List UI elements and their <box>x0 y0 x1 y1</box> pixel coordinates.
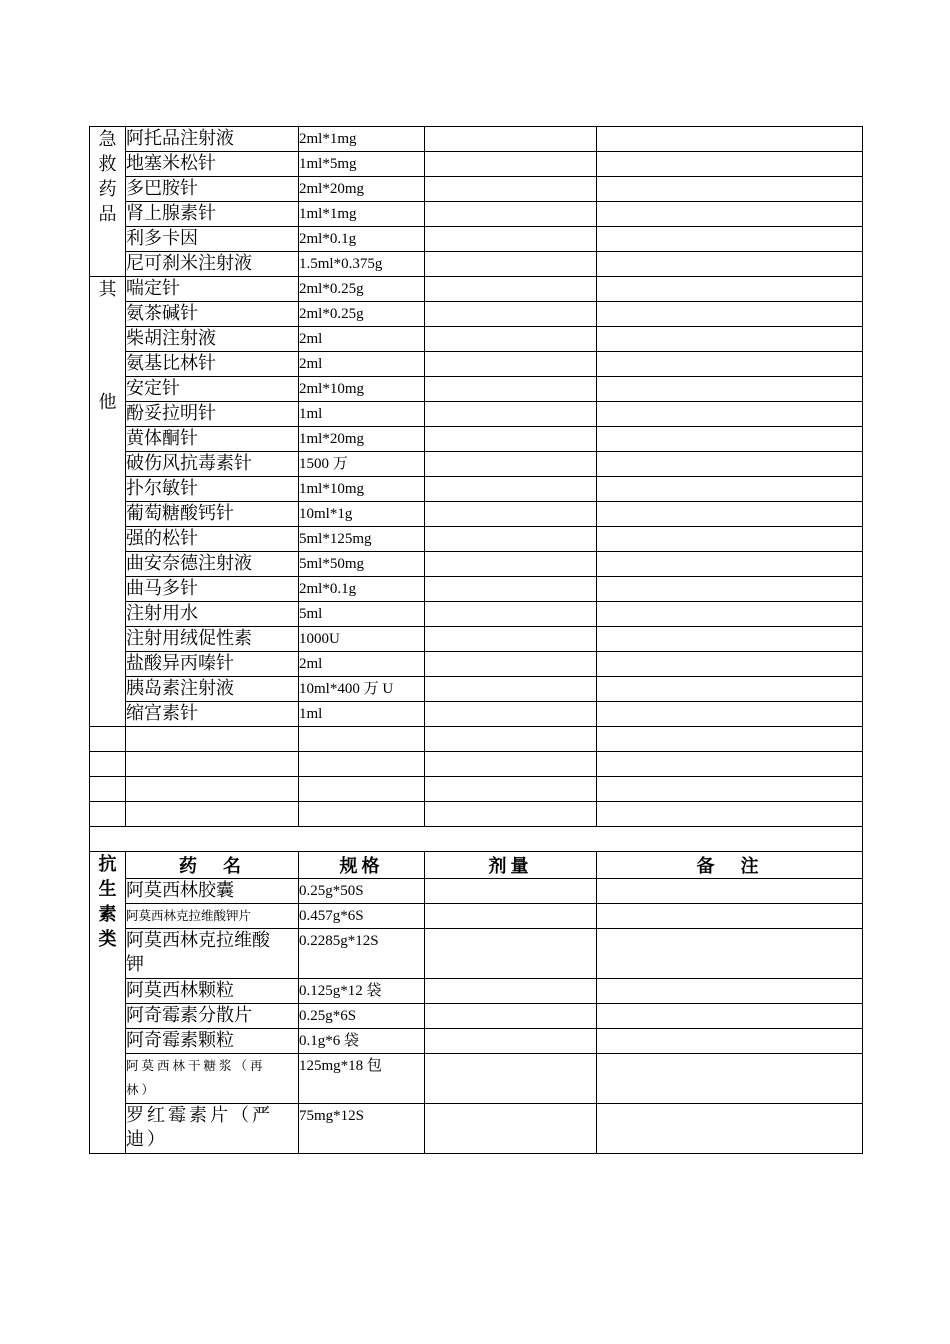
drug-spec: 10ml*1g <box>299 502 425 527</box>
note-cell <box>597 502 863 527</box>
drug-spec: 1ml <box>299 402 425 427</box>
note-cell <box>597 879 863 904</box>
separator-row <box>90 827 863 852</box>
dose-cell <box>425 1029 597 1054</box>
empty-row <box>90 777 863 802</box>
dose-cell <box>425 402 597 427</box>
drug-name: 氨茶碱针 <box>126 302 299 327</box>
drug-name: 阿托品注射液 <box>126 127 299 152</box>
dose-cell <box>425 702 597 727</box>
drug-name: 黄体酮针 <box>126 427 299 452</box>
dose-cell <box>425 552 597 577</box>
drug-spec: 1ml*1mg <box>299 202 425 227</box>
drug-name: 安定针 <box>126 377 299 402</box>
drug-spec: 0.25g*50S <box>299 879 425 904</box>
dose-cell <box>425 302 597 327</box>
table-row <box>90 1104 863 1154</box>
dose-cell <box>425 1104 597 1154</box>
table-row <box>90 879 863 904</box>
header-spec: 规格 <box>299 852 425 879</box>
header-name: 药 名 <box>126 852 299 879</box>
table-row <box>90 252 863 277</box>
header-note: 备 注 <box>597 852 863 879</box>
table-row <box>90 427 863 452</box>
note-cell <box>597 1029 863 1054</box>
note-cell <box>597 1004 863 1029</box>
drug-name: 注射用绒促性素 <box>126 627 299 652</box>
dose-cell <box>425 202 597 227</box>
drug-spec: 0.457g*6S <box>299 904 425 929</box>
drug-spec: 10ml*400 万 U <box>299 677 425 702</box>
drug-spec: 2ml*0.25g <box>299 277 425 302</box>
dose-cell <box>425 477 597 502</box>
drug-spec: 2ml <box>299 352 425 377</box>
note-cell <box>597 302 863 327</box>
drug-spec: 75mg*12S <box>299 1104 425 1154</box>
dose-cell <box>425 327 597 352</box>
drug-name: 柴胡注射液 <box>126 327 299 352</box>
dose-cell <box>425 452 597 477</box>
table-row <box>90 502 863 527</box>
drug-name: 喘定针 <box>126 277 299 302</box>
drug-name: 地塞米松针 <box>126 152 299 177</box>
empty-row <box>90 727 863 752</box>
table-row <box>90 352 863 377</box>
drug-name: 曲安奈德注射液 <box>126 552 299 577</box>
drug-spec: 5ml*50mg <box>299 552 425 577</box>
drug-spec: 0.25g*6S <box>299 1004 425 1029</box>
header-row <box>90 852 863 879</box>
dose-cell <box>425 879 597 904</box>
drug-spec: 0.125g*12 袋 <box>299 979 425 1004</box>
note-cell <box>597 929 863 979</box>
table-row <box>90 1029 863 1054</box>
table-row <box>90 702 863 727</box>
table-row <box>90 677 863 702</box>
drug-spec: 1ml*5mg <box>299 152 425 177</box>
empty-row <box>90 752 863 777</box>
drug-name: 肾上腺素针 <box>126 202 299 227</box>
table-row <box>90 602 863 627</box>
table-row <box>90 227 863 252</box>
dose-cell <box>425 252 597 277</box>
table-row <box>90 652 863 677</box>
dose-cell <box>425 904 597 929</box>
drug-spec: 5ml*125mg <box>299 527 425 552</box>
table-row <box>90 979 863 1004</box>
note-cell <box>597 252 863 277</box>
note-cell <box>597 702 863 727</box>
drug-spec: 1ml*10mg <box>299 477 425 502</box>
drug-name: 阿莫西林干糖浆（再 林） <box>126 1054 299 1104</box>
drug-name: 阿莫西林颗粒 <box>126 979 299 1004</box>
drug-name: 阿莫西林克拉维酸钾片 <box>126 904 299 929</box>
drug-name: 阿莫西林胶囊 <box>126 879 299 904</box>
note-cell <box>597 327 863 352</box>
note-cell <box>597 402 863 427</box>
dose-cell <box>425 979 597 1004</box>
note-cell <box>597 627 863 652</box>
drug-name: 罗红霉素片（严 迪） <box>126 1104 299 1154</box>
dose-cell <box>425 577 597 602</box>
drug-name: 阿莫西林克拉维酸 钾 <box>126 929 299 979</box>
drug-name: 阿奇霉素分散片 <box>126 1004 299 1029</box>
empty-row <box>90 802 863 827</box>
note-cell <box>597 477 863 502</box>
note-cell <box>597 377 863 402</box>
note-cell <box>597 1104 863 1154</box>
drug-spec: 2ml*0.1g <box>299 227 425 252</box>
drug-spec: 2ml*20mg <box>299 177 425 202</box>
note-cell <box>597 452 863 477</box>
drug-name: 尼可刹米注射液 <box>126 252 299 277</box>
drug-spec: 0.1g*6 袋 <box>299 1029 425 1054</box>
drug-name: 扑尔敏针 <box>126 477 299 502</box>
note-cell <box>597 427 863 452</box>
dose-cell <box>425 929 597 979</box>
table-row <box>90 477 863 502</box>
dose-cell <box>425 627 597 652</box>
table-row <box>90 127 863 152</box>
table-row <box>90 177 863 202</box>
note-cell <box>597 652 863 677</box>
drug-spec: 2ml*0.25g <box>299 302 425 327</box>
table-row <box>90 1004 863 1029</box>
header-dose: 剂量 <box>425 852 597 879</box>
drug-spec: 1ml <box>299 702 425 727</box>
drug-spec: 125mg*18 包 <box>299 1054 425 1104</box>
dose-cell <box>425 1004 597 1029</box>
drug-spec: 2ml*0.1g <box>299 577 425 602</box>
table-row <box>90 527 863 552</box>
drug-name: 注射用水 <box>126 602 299 627</box>
table-row <box>90 277 863 302</box>
table-row <box>90 202 863 227</box>
note-cell <box>597 552 863 577</box>
table-row <box>90 402 863 427</box>
drug-name: 氨基比林针 <box>126 352 299 377</box>
note-cell <box>597 1054 863 1104</box>
drug-name: 强的松针 <box>126 527 299 552</box>
table-row <box>90 627 863 652</box>
note-cell <box>597 202 863 227</box>
dose-cell <box>425 1054 597 1104</box>
category-other: 其 他 <box>90 277 126 727</box>
note-cell <box>597 677 863 702</box>
drug-spec: 2ml*1mg <box>299 127 425 152</box>
note-cell <box>597 277 863 302</box>
dose-cell <box>425 427 597 452</box>
dose-cell <box>425 352 597 377</box>
drug-spec: 2ml*10mg <box>299 377 425 402</box>
drug-spec: 2ml <box>299 327 425 352</box>
category-emergency: 急 救 药 品 <box>90 127 126 277</box>
drug-name: 盐酸异丙嗪针 <box>126 652 299 677</box>
note-cell <box>597 152 863 177</box>
dose-cell <box>425 677 597 702</box>
table-row <box>90 552 863 577</box>
drug-name: 缩宫素针 <box>126 702 299 727</box>
drug-name: 阿奇霉素颗粒 <box>126 1029 299 1054</box>
dose-cell <box>425 377 597 402</box>
dose-cell <box>425 227 597 252</box>
drug-name: 葡萄糖酸钙针 <box>126 502 299 527</box>
drug-name: 破伤风抗毒素针 <box>126 452 299 477</box>
table-row <box>90 327 863 352</box>
drug-spec: 1ml*20mg <box>299 427 425 452</box>
note-cell <box>597 527 863 552</box>
drug-spec: 1000U <box>299 627 425 652</box>
dose-cell <box>425 527 597 552</box>
table-row <box>90 929 863 979</box>
note-cell <box>597 577 863 602</box>
drug-name: 多巴胺针 <box>126 177 299 202</box>
table-row <box>90 377 863 402</box>
table-row <box>90 577 863 602</box>
drug-spec: 1.5ml*0.375g <box>299 252 425 277</box>
dose-cell <box>425 152 597 177</box>
note-cell <box>597 177 863 202</box>
table-row <box>90 302 863 327</box>
dose-cell <box>425 652 597 677</box>
table-row <box>90 904 863 929</box>
table-row <box>90 152 863 177</box>
note-cell <box>597 904 863 929</box>
dose-cell <box>425 502 597 527</box>
dose-cell <box>425 177 597 202</box>
note-cell <box>597 127 863 152</box>
drug-name: 曲马多针 <box>126 577 299 602</box>
table-row <box>90 452 863 477</box>
dose-cell <box>425 127 597 152</box>
table-row <box>90 1054 863 1104</box>
note-cell <box>597 602 863 627</box>
drug-name: 酚妥拉明针 <box>126 402 299 427</box>
drug-name: 胰岛素注射液 <box>126 677 299 702</box>
category-antibiotic: 抗 生 素 类 <box>90 852 126 1154</box>
dose-cell <box>425 602 597 627</box>
drug-spec: 5ml <box>299 602 425 627</box>
drug-spec: 0.2285g*12S <box>299 929 425 979</box>
drug-spec: 1500 万 <box>299 452 425 477</box>
note-cell <box>597 352 863 377</box>
drug-name: 利多卡因 <box>126 227 299 252</box>
note-cell <box>597 979 863 1004</box>
note-cell <box>597 227 863 252</box>
drug-inventory-table <box>89 126 863 1154</box>
drug-spec: 2ml <box>299 652 425 677</box>
dose-cell <box>425 277 597 302</box>
